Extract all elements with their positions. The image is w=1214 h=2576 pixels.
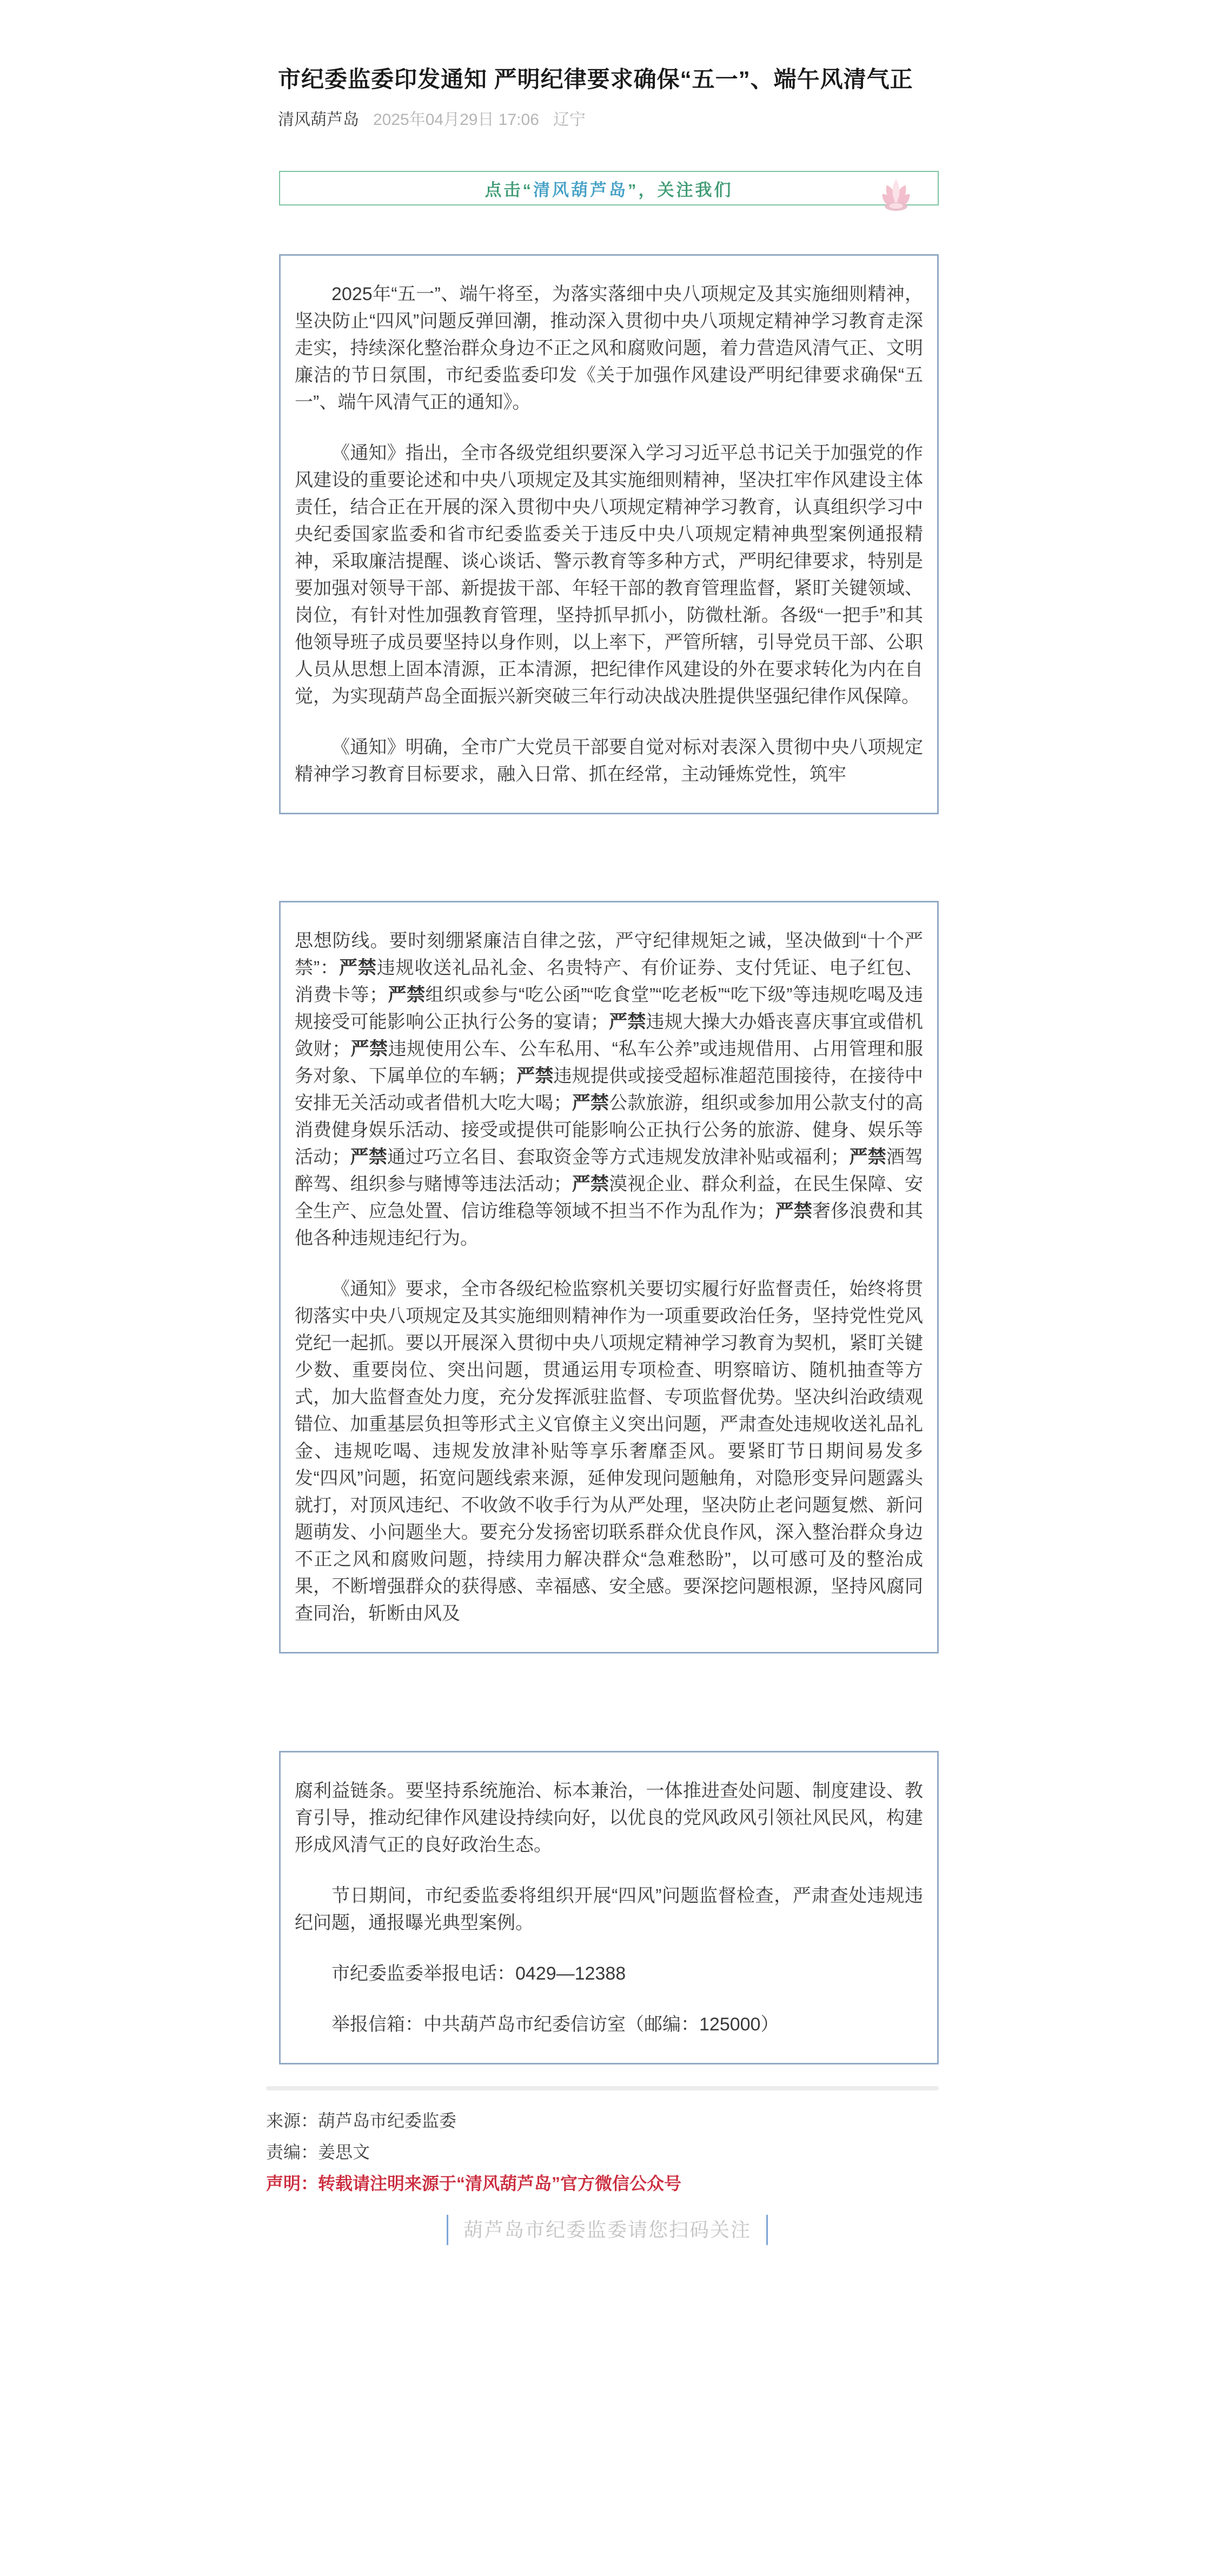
article-content — [266, 0, 948, 2245]
paragraph — [295, 1882, 923, 1936]
footer-divider — [266, 2086, 939, 2090]
body-text: 举报信箱：中共葫芦岛市纪委信访室（邮编：125000） — [331, 2014, 779, 2035]
reprint-statement: 声明：转载请注明来源于“清风葫芦岛”官方微信公众号 — [266, 2174, 682, 2193]
follow-banner[interactable] — [279, 171, 939, 205]
body-text: 违规使用公车、公车私用、“私车公养”或违规借用、占用管理和服务对象、下属单位的车辆； — [295, 1039, 923, 1086]
emphasis-text: 严禁 — [572, 1174, 609, 1194]
qr-follow-line — [266, 2215, 948, 2245]
body-text: 《通知》指出，全市各级党组织要深入学习习近平总书记关于加强党的作风建设的重要论述和中央八项规定及其实施细则精神，坚决扛牢作风建设主体责任，结合正在开展的深入贯彻中央八项规定精神学习教育，认真组织学习中央纪委国家监委和省市纪委监委关于违反中央八项规定精神典型案例通报精神，采取廉洁提醒、谈心谈话、警示教育等多种方式，严明纪律要求，特别是要加强对领导干部、新提拔干部、年轻干部的教育管理监督，紧盯关键领域、岗位，有针对性加强教育管理，坚持抓早抓小，防微杜渐。各级“一把手”和其他领导班子成员要坚持以身作则，以上率下，严管所辖，引导党员干部、公职人员从思想上固本清源，正本清源，把纪律作风建设的外在要求转化为内在自觉，为实现葫芦岛全面振兴新突破三年行动决战决胜提供坚强纪律作风保障。 — [295, 443, 923, 707]
body-text: 组织或参与“吃公函”“吃食堂”“吃老板”“吃下级”等违规吃喝及违规接受可能影响公正执行公务的宴请； — [295, 985, 924, 1032]
source-line — [266, 2109, 948, 2133]
editor-value: 姜思文 — [318, 2142, 370, 2162]
qr-left-bar — [447, 2215, 448, 2245]
body-text: 酒驾醉驾、组织参与赌博等违法活动； — [295, 1147, 924, 1194]
body-text: 奢侈浪费和其他各种违规违纪行为。 — [295, 1201, 924, 1249]
follow-banner-text — [485, 176, 733, 201]
source-value: 葫芦岛市纪委监委 — [318, 2111, 457, 2130]
paragraph — [295, 440, 923, 710]
article-text-box-3 — [279, 1751, 939, 2064]
emphasis-text: 严禁 — [849, 1147, 886, 1167]
qr-right-bar — [766, 2215, 768, 2245]
publish-location: 辽宁 — [553, 111, 586, 129]
body-text: 2025年“五一”、端午将至，为落实落细中央八项规定及其实施细则精神，坚决防止“四风”问题反弹回潮，推动深入贯彻中央八项规定精神学习教育走深走实，持续深化整治群众身边不正之风和腐败问题，着力营造风清气正、文明廉洁的节日氛围，市纪委监委印发《关于加强作风建设严明纪律要求确保“五一”、端午风清气正的通知》。 — [295, 284, 923, 413]
source-label: 来源： — [266, 2111, 319, 2130]
banner-suffix: ”，关注我们 — [628, 180, 733, 200]
account-name-link[interactable]: 清风葫芦岛 — [278, 111, 359, 129]
body-text: 《通知》要求，全市各级纪检监察机关要切实履行好监督责任，始终将贯彻落实中央八项规定及其实施细则精神作为一项重要政治任务，坚持党性党风党纪一起抓。要以开展深入贯彻中央八项规定精神学习教育为契机，紧盯关键少数、重要岗位、突出问题，贯通运用专项检查、明察暗访、随机抽查等方式，加大监督查处力度，充分发挥派驻监督、专项监督优势。坚决纠治政绩观错位、加重基层负担等形式主义官僚主义突出问题，严肃查处违规收送礼品礼金、违规吃喝、违规发放津补贴等享乐奢靡歪风。要紧盯节日期间易发多发“四风”问题，拓宽问题线索来源，延伸发现问题触角，对隐形变异问题露头就打，对顶风违纪、不收敛不收手行为从严处理，坚决防止老问题复燃、新问题萌发、小问题坐大。要充分发扬密切联系群众优良作风，深入整治群众身边不正之风和腐败问题，持续用力解决群众“急难愁盼”，以可感可及的整治成果，不断增强群众的获得感、幸福感、安全感。要深挖问题根源，坚持风腐同查同治，斩断由风及 — [295, 1279, 923, 1624]
article-text-box-1 — [279, 254, 939, 814]
paragraph — [295, 1960, 923, 1987]
emphasis-text: 严禁 — [572, 1093, 609, 1113]
paragraph — [295, 1276, 923, 1627]
emphasis-text: 严禁 — [775, 1201, 813, 1221]
publish-datetime: 2025年04月29日 17:06 — [373, 111, 539, 129]
emphasis-text: 严禁 — [388, 985, 426, 1005]
emphasis-text: 严禁 — [350, 1039, 388, 1059]
emphasis-text: 严禁 — [516, 1066, 554, 1086]
editor-label: 责编： — [266, 2142, 319, 2162]
qr-follow-text: 葫芦岛市纪委监委请您扫码关注 — [463, 2219, 751, 2241]
lotus-icon — [876, 175, 916, 215]
body-text: 违规大操大办婚丧喜庆事宜或借机敛财； — [295, 1012, 924, 1059]
body-text: 公款旅游，组织或参加用公款支付的高消费健身娱乐活动、接受或提供可能影响公正执行公务的旅游、健身、娱乐等活动； — [295, 1093, 924, 1167]
article-text-box-2 — [279, 901, 939, 1654]
body-text: 《通知》明确，全市广大党员干部要自觉对标对表深入贯彻中央八项规定精神学习教育目标要求，融入日常、抓在经常，主动锤炼党性，筑牢 — [295, 737, 923, 785]
emphasis-text: 严禁 — [350, 1147, 387, 1167]
body-text: 思想防线。要时刻绷紧廉洁自律之弦，严守纪律规矩之诫，坚决做到“十个严禁”： — [295, 931, 923, 978]
banner-account-name: 清风葫芦岛 — [533, 180, 628, 200]
body-text: 市纪委监委举报电话：0429—12388 — [331, 1963, 626, 1984]
page-title: 市纪委监委印发通知 严明纪律要求确保“五一”、端午风清气正 — [278, 67, 913, 92]
body-text: 违规提供或接受超标准超范围接待，在接待中安排无关活动或者借机大吃大喝； — [295, 1066, 923, 1113]
body-text: 通过巧立名目、套取资金等方式违规发放津补贴或福利； — [387, 1147, 850, 1167]
paragraph — [295, 1777, 923, 1858]
paragraph — [295, 734, 923, 788]
body-text: 违规收送礼品礼金、名贵特产、有价证券、支付凭证、电子红包、消费卡等； — [295, 958, 924, 1005]
body-text: 节日期间，市纪委监委将组织开展“四风”问题监督检查，严肃查处违规违纪问题，通报曝光典型案例。 — [295, 1885, 923, 1933]
editor-line — [266, 2140, 948, 2164]
article-meta — [278, 109, 948, 131]
body-text: 腐利益链条。要坚持系统施治、标本兼治，一体推进查处问题、制度建设、教育引导，推动纪律作风建设持续向好，以优良的党风政风引领社风民风，构建形成风清气正的良好政治生态。 — [295, 1781, 923, 1855]
paragraph — [295, 2011, 923, 2038]
banner-prefix: 点击“ — [485, 180, 533, 200]
paragraph — [295, 281, 923, 416]
emphasis-text: 严禁 — [339, 958, 377, 978]
paragraph — [295, 927, 923, 1252]
emphasis-text: 严禁 — [608, 1012, 646, 1032]
body-text: 漠视企业、群众利益，在民生保障、安全生产、应急处置、信访维稳等领域不担当不作为乱作为； — [295, 1174, 924, 1221]
